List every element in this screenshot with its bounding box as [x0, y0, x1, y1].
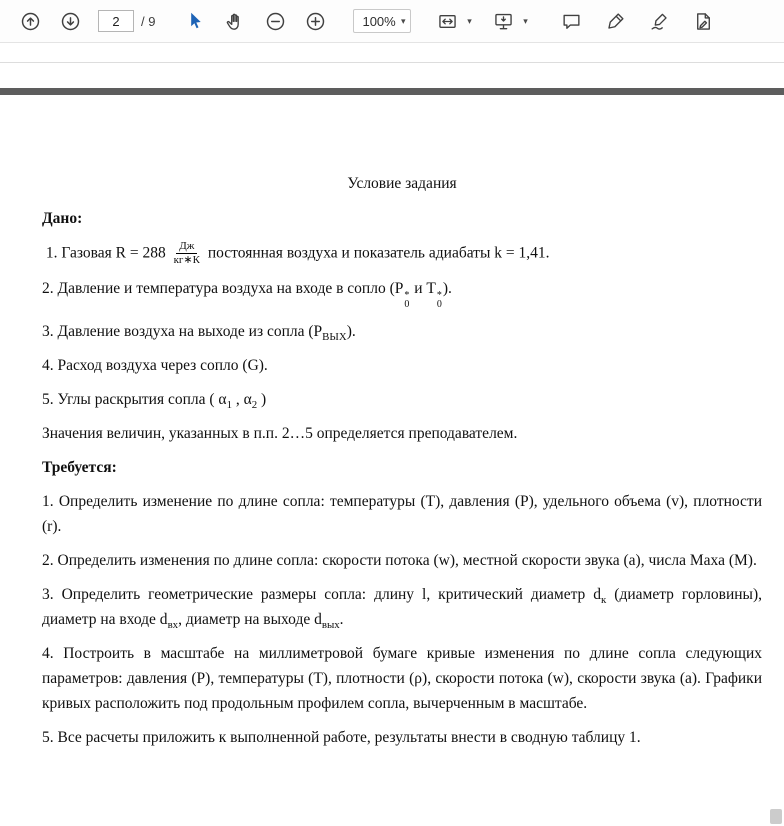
fit-width-button[interactable] [431, 5, 463, 37]
required-item-2: 2. Определить изменения по длине сопла: скорости потока (w), местной скорости звука (a), числа Маха (M). [42, 551, 757, 569]
document-viewer [0, 44, 784, 826]
fit-width-icon [437, 11, 458, 32]
sub-sup-stack: * 0 [404, 289, 410, 311]
required-heading: Требуется: [42, 458, 117, 476]
doc-title: Условие задания [347, 175, 457, 192]
comment-bubble-icon [561, 11, 582, 32]
given-item-3: 3. Давление воздуха на выходе из сопла $(P_{ВЫХ})$. [42, 322, 356, 343]
cursor-arrow-icon [185, 11, 205, 31]
given-item-2: 2. Давление и температура воздуха на входе в сопло (P * 0 и T * 0 ). [42, 280, 452, 311]
presentation-mode-button[interactable] [487, 5, 519, 37]
fit-width-dropdown-caret[interactable]: ▾ [467, 15, 472, 26]
page-down-icon [60, 11, 81, 32]
hand-tool-button[interactable] [219, 5, 251, 37]
page-1-bottom [0, 62, 784, 88]
page-2 [0, 95, 784, 750]
page-number-input[interactable] [98, 10, 134, 32]
given-note: Значения величин, указанных в п.п. 2…5 определяется преподавателем. [42, 424, 518, 442]
required-item-1: 1. Определить изменение по длине сопла: температуры (T), давления (P), удельного объема (v), плотности (r). [42, 492, 762, 535]
given-item-1: 1. Газовая R = 288 $\frac{Дж}{кг∗К}$ постоянная воздуха и показатель адиабаты k = 1,41. [42, 240, 550, 267]
select-tool-button[interactable] [179, 5, 211, 37]
comment-button[interactable] [555, 5, 587, 37]
required-item-5: 5. Все расчеты приложить к выполненной работе, результаты внести в сводную таблицу 1. [42, 728, 641, 746]
chevron-down-icon: ▾ [400, 15, 406, 26]
page-up-icon [20, 11, 41, 32]
sub-sup-stack: * 0 [436, 289, 442, 311]
given-heading: Дано: [42, 210, 83, 227]
highlighter-pen-icon [605, 11, 626, 32]
page-down-button[interactable] [54, 5, 86, 37]
zoom-in-icon [305, 11, 326, 32]
presentation-screen-icon [493, 11, 514, 32]
highlight-button[interactable] [599, 5, 631, 37]
fill-sign-button[interactable] [687, 5, 719, 37]
zoom-out-icon [265, 11, 286, 32]
page-separator [0, 88, 784, 95]
given-item-5: 5. Углы раскрытия сопла ( $\alpha_1$ , $\alpha_2$ ) [42, 390, 267, 411]
viewer-gap [0, 44, 784, 62]
signature-pen-icon [649, 11, 670, 32]
presentation-dropdown-caret[interactable]: ▾ [523, 15, 528, 26]
zoom-in-button[interactable] [299, 5, 331, 37]
hand-icon [225, 11, 246, 32]
zoom-level-value: 100% [362, 13, 396, 29]
pdf-toolbar [0, 0, 784, 43]
zoom-out-button[interactable] [259, 5, 291, 37]
page-up-button[interactable] [14, 5, 46, 37]
signature-button[interactable] [643, 5, 675, 37]
given-item-4: 4. Расход воздуха через сопло (G). [42, 356, 268, 374]
zoom-level-dropdown[interactable] [353, 9, 411, 33]
scrollbar-thumb[interactable] [770, 809, 782, 824]
page-total-label: / 9 [141, 13, 156, 29]
fill-sign-page-icon [693, 11, 714, 32]
required-item-4: 4. Построить в масштабе на миллиметровой бумаге кривые изменения по длине сопла следующих параметров: давления (P), температуры (T), плотности (ρ), скорости потока (w), скорости звука (a). Графики кривых расположить под продольным профилем сопла, вычерченным в масштабе. [42, 644, 762, 712]
required-item-3: 3. Определить геометрические размеры сопла: длину l, критический диаметр $d_к$ (диаметр горловины), диаметр на входе $d_{вх}$, диаметр на выходе $d_{вых}$. [42, 585, 762, 631]
fraction: $\frac{Дж}{кг∗К}$ [173, 240, 200, 267]
